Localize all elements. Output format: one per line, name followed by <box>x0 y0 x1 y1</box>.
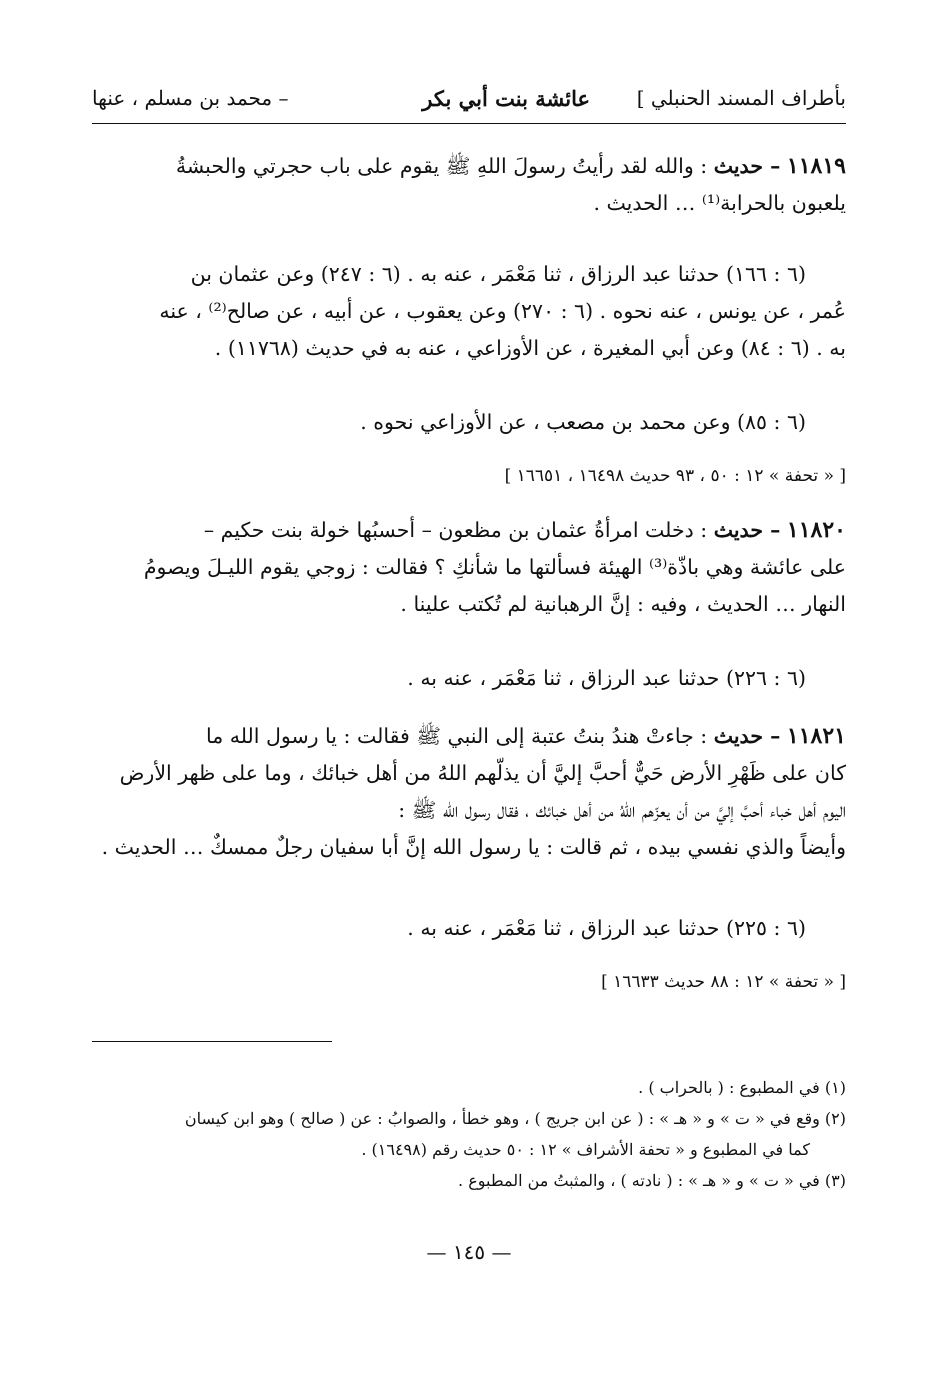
hadith-text-line: يلعبون بالحرابة⁽¹⁾ … الحديث . <box>593 191 846 215</box>
isnad-line: (٦ : ٢٢٥) حدثنا عبد الرزاق ، ثنا مَعْمَر ، عنه به . <box>407 916 806 940</box>
isnad-line: (٦ : ٢٢٦) حدثنا عبد الرزاق ، ثنا مَعْمَر ، عنه به . <box>407 666 806 690</box>
book-page <box>92 0 846 1375</box>
hadith-text-line: : دخلت امرأةُ عثمان بن مظعون – أحسبُها خولة بنت حكيم – <box>203 518 714 542</box>
hadith-text-line: وأيضاً والذي نفسي بيده ، ثم قالت : يا رسول الله إنَّ أبا سفيان رجلٌ ممسكٌ … الحديث . <box>101 835 846 859</box>
footnote-1: (١) في المطبوع : ( بالحراب ) . <box>638 1078 846 1097</box>
isnad-line: به . (٦ : ٨٤) وعن أبي المغيرة ، عن الأوزاعي ، عنه به في حديث (١١٧٦٨) . <box>214 336 846 360</box>
hadith-label: – حديث <box>713 518 781 542</box>
hadith-11819 <box>92 148 846 222</box>
footnote-divider <box>92 1041 332 1042</box>
isnad-11819-extra <box>92 404 846 441</box>
hadith-text-line: اليوم أهل خباء أحبَّ إليَّ من أن يعزّهم اللهُ من أهل خبائك ، فقال رسول الله ﷺ : <box>398 798 846 822</box>
header-narrator: عائشة بنت أبي بكر <box>422 86 590 111</box>
header-book-title: بأطراف المسند الحنبلي ] <box>636 86 846 110</box>
tuhfa-reference: [ « تحفة » ١٢ : ٥٠ ، ٩٣ حديث ١٦٤٩٨ ، ١٦٦٥١ ] <box>504 466 846 486</box>
isnad-11821 <box>92 910 846 947</box>
hadith-label: – حديث <box>713 154 781 178</box>
isnad-line: (٦ : ٨٥) وعن محمد بن مصعب ، عن الأوزاعي نحوه . <box>360 410 806 434</box>
hadith-number: ١١٨٢٠ <box>786 517 846 543</box>
hadith-number: ١١٨٢١ <box>786 723 846 749</box>
isnad-11819 <box>92 256 846 367</box>
header-section: – محمد بن مسلم ، عنها <box>92 86 289 110</box>
isnad-11820 <box>92 660 846 697</box>
isnad-line: (٦ : ١٦٦) حدثنا عبد الرزاق ، ثنا مَعْمَر ، عنه به . (٦ : ٢٤٧) وعن عثمان بن <box>190 262 806 286</box>
hadith-number: ١١٨١٩ <box>786 153 846 179</box>
running-header <box>92 86 846 120</box>
isnad-line: عُمر ، عن يونس ، عنه نحوه . (٦ : ٢٧٠) وعن يعقوب ، عن أبيه ، عن صالح⁽²⁾ ، عنه <box>159 299 846 323</box>
footnote-2: (٢) وقع في « ت » و « هـ » : ( عن ابن جريج ) ، وهو خطأ ، والصوابُ : عن ( صالح ) وهو ابن كيسان <box>184 1109 846 1128</box>
hadith-text-line: على عائشة وهي باذّة⁽³⁾ الهيئة فسألتها ما شأنكِ ؟ فقالت : زوجي يقوم الليـلَ ويصومُ <box>143 555 846 579</box>
hadith-11821 <box>92 718 846 866</box>
header-divider <box>92 123 846 124</box>
page-number: — ١٤٥ — <box>426 1240 512 1264</box>
hadith-text-line: النهار … الحديث ، وفيه : إنَّ الرهبانية لم تُكتب علينا . <box>400 592 846 616</box>
tuhfa-reference: [ « تحفة » ١٢ : ٨٨ حديث ١٦٦٣٣ ] <box>601 972 846 992</box>
footnote-2-continued: كما في المطبوع و « تحفة الأشراف » ١٢ : ٥٠ حديث رقم (١٦٤٩٨) . <box>361 1140 810 1159</box>
hadith-text-line: : والله لقد رأيتُ رسولَ اللهِ ﷺ يقوم على باب حجرتي والحبشةُ <box>175 154 714 178</box>
footnote-3: (٣) في « ت » و « هـ » : ( نادته ) ، والمثبتُ من المطبوع . <box>458 1171 846 1190</box>
hadith-11820 <box>92 512 846 623</box>
hadith-text-line: كان على ظَهْرِ الأرض حَيٌّ أحبَّ إليَّ أن يذلّهم اللهُ من أهل خبائك ، وما على ظهر الأرض <box>119 761 846 785</box>
footnotes <box>92 1072 846 1196</box>
hadith-text-line: : جاءتْ هندُ بنتُ عتبة إلى النبي ﷺ فقالت : يا رسول الله ما <box>206 724 714 748</box>
hadith-label: – حديث <box>713 724 781 748</box>
